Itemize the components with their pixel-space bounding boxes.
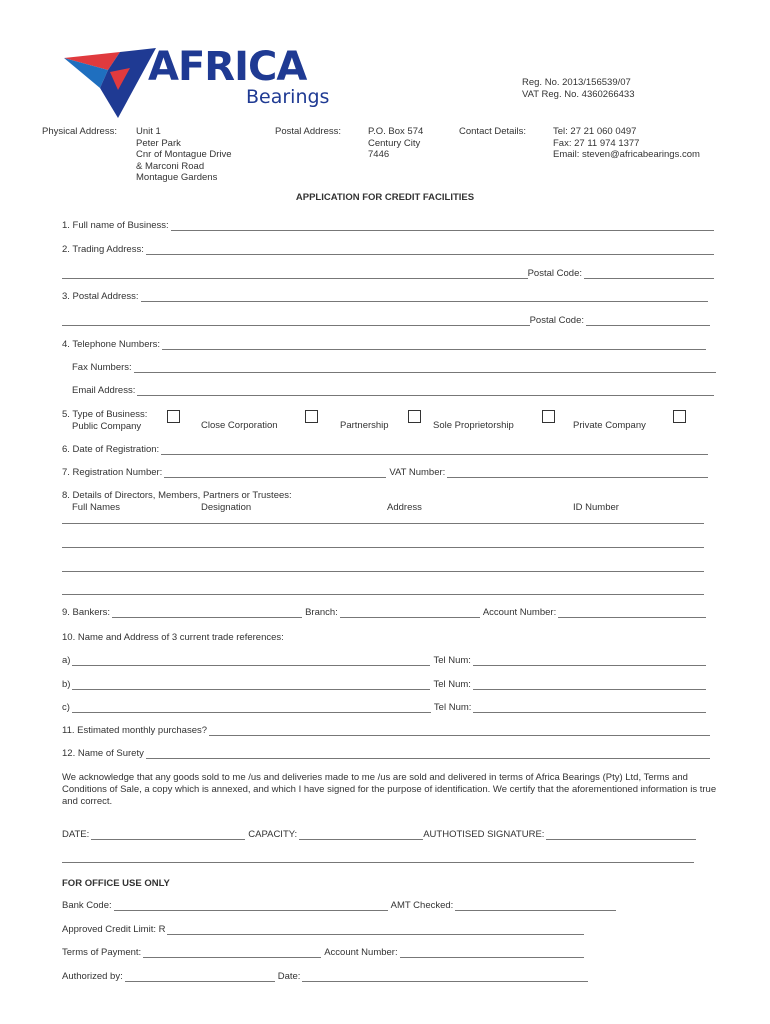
terms-field[interactable] (143, 949, 321, 958)
email-line: Email: steven@africabearings.com (553, 149, 700, 160)
reference-c-tel-field[interactable] (473, 704, 706, 713)
field-label: 5. Type of Business: (62, 409, 148, 420)
registration-number-field[interactable] (164, 469, 386, 478)
checkbox-public-company[interactable] (167, 410, 180, 423)
reference-c-field[interactable] (72, 704, 431, 713)
physical-address (136, 126, 232, 184)
field-label: Tel Num: (433, 655, 471, 666)
field-label: 9. Bankers: (62, 607, 111, 618)
checkbox-sole-proprietorship[interactable] (542, 410, 555, 423)
account-number-field[interactable] (558, 609, 706, 618)
trading-postal-code-field[interactable] (584, 270, 714, 279)
checkbox-private-company[interactable] (673, 410, 686, 423)
bankers-field[interactable] (112, 609, 302, 618)
field-label: Account Number: (482, 607, 557, 618)
office-use-heading: FOR OFFICE USE ONLY (62, 878, 170, 889)
field-label: AUTHOTISED SIGNATURE: (423, 829, 545, 840)
col-address: Address (387, 502, 422, 513)
business-name-field[interactable] (171, 222, 714, 231)
field-label: Branch: (305, 607, 338, 618)
type-public-company: Public Company (72, 421, 142, 432)
reference-row-c (62, 703, 706, 713)
reference-row-b (62, 680, 706, 690)
checkbox-partnership[interactable] (408, 410, 421, 423)
signature-row (62, 830, 696, 840)
director-line-1[interactable] (62, 523, 704, 524)
logo-wordmark: AFRICA (148, 44, 307, 90)
field-label: 6. Date of Registration: (62, 444, 160, 455)
field-label: Bank Code: (62, 900, 112, 911)
trading-address-field-2[interactable] (62, 270, 528, 279)
amt-checked-field[interactable] (455, 902, 616, 911)
trading-address-row-2 (62, 269, 714, 279)
vat-reg-number: VAT Reg. No. 4360266433 (522, 89, 635, 100)
postal-address-field[interactable] (141, 293, 708, 302)
vat-number-field[interactable] (447, 469, 708, 478)
field-label: Terms of Payment: (62, 947, 142, 958)
field-label: 12. Name of Surety (62, 748, 144, 759)
ref-label: b) (62, 679, 71, 690)
director-line-2[interactable] (62, 547, 704, 548)
reference-b-tel-field[interactable] (473, 681, 706, 690)
office-account-field[interactable] (400, 949, 584, 958)
email-row (72, 386, 714, 396)
reference-a-tel-field[interactable] (473, 657, 706, 666)
registration-date-field[interactable] (161, 446, 708, 455)
logo-subtitle: Bearings (246, 86, 330, 108)
col-full-names: Full Names (72, 502, 121, 513)
bank-code-row (62, 901, 616, 911)
terms-row (62, 948, 584, 958)
registration-info (522, 77, 635, 101)
field-label: Tel Num: (433, 679, 471, 690)
form-title: APPLICATION FOR CREDIT FACILITIES (295, 192, 475, 203)
address-line: Unit 1 (136, 126, 161, 137)
field-label: Approved Credit Limit: R (62, 924, 166, 935)
trading-address-row (62, 245, 714, 255)
type-partnership: Partnership (340, 420, 389, 431)
col-id-number: ID Number (573, 502, 619, 513)
address-line: Montague Gardens (136, 172, 218, 183)
reg-number: Reg. No. 2013/156539/07 (522, 77, 631, 88)
trading-address-field[interactable] (146, 246, 714, 255)
field-label: CAPACITY: (248, 829, 298, 840)
field-label: DATE: (62, 829, 90, 840)
field-label: 2. Trading Address: (62, 244, 144, 255)
postal-address-field-2[interactable] (62, 317, 530, 326)
checkbox-close-corporation[interactable] (305, 410, 318, 423)
field-label: Tel Num: (433, 702, 472, 713)
address-line: Cnr of Montague Drive (136, 149, 232, 160)
credit-limit-row (62, 925, 584, 935)
authorized-row (62, 972, 588, 982)
physical-address-label: Physical Address: (42, 126, 117, 137)
address-line: P.O. Box 574 (368, 126, 424, 137)
directors-label: 8. Details of Directors, Members, Partners or Trustees: (62, 490, 292, 501)
contact-details (553, 126, 700, 161)
registration-date-row (62, 445, 708, 455)
reference-row-a (62, 656, 706, 666)
authorized-field[interactable] (125, 973, 275, 982)
monthly-purchases-row (62, 726, 710, 736)
director-line-3[interactable] (62, 571, 704, 572)
monthly-purchases-field[interactable] (209, 727, 710, 736)
contact-details-label: Contact Details: (459, 126, 527, 137)
field-label: 7. Registration Number: (62, 467, 163, 478)
tel-line: Tel: 27 21 060 0497 (553, 126, 637, 137)
reference-a-field[interactable] (72, 657, 430, 666)
signature-field[interactable] (546, 831, 696, 840)
field-label: 4. Telephone Numbers: (62, 339, 161, 350)
address-line: 7446 (368, 149, 390, 160)
bankers-row (62, 608, 706, 618)
col-designation: Designation (201, 502, 252, 513)
field-label: AMT Checked: (390, 900, 454, 911)
fax-line: Fax: 27 11 974 1377 (553, 137, 640, 149)
office-date-field[interactable] (302, 973, 588, 982)
fax-field[interactable] (134, 364, 716, 373)
divider-line (62, 862, 694, 863)
field-label: 11. Estimated monthly purchases? (62, 725, 208, 736)
postal-code-field[interactable] (586, 317, 710, 326)
field-label: Email Address: (72, 385, 136, 396)
registration-number-row (62, 468, 708, 478)
business-type-label (62, 409, 147, 433)
postal-address (368, 126, 423, 161)
field-label: Postal Code: (527, 268, 582, 279)
acknowledgement-text: We acknowledge that any goods sold to me /us and deliveries made to me /us are sold and delivered in terms of Africa Bearings (Pty) Ltd, Terms and Conditions of Sale, a copy which is annexed, and which I have signed for the purpose of identification. We certify that the aforementioned information is true and correct. (62, 772, 717, 807)
surety-field[interactable] (146, 750, 710, 759)
address-line: & Marconi Road (136, 160, 205, 172)
credit-limit-field[interactable] (167, 926, 584, 935)
capacity-field[interactable] (299, 831, 423, 840)
field-label: Fax Numbers: (72, 362, 132, 373)
bank-code-field[interactable] (114, 902, 388, 911)
branch-field[interactable] (340, 609, 480, 618)
address-line: Century City (368, 137, 421, 149)
ref-label: a) (62, 655, 71, 666)
field-label: Account Number: (324, 947, 398, 958)
email-field[interactable] (137, 387, 714, 396)
date-field[interactable] (91, 831, 245, 840)
fax-row (72, 363, 716, 373)
director-line-4[interactable] (62, 594, 704, 595)
business-name-row (62, 221, 714, 231)
field-label: VAT Number: (389, 467, 446, 478)
field-label: Authorized by: (62, 971, 123, 982)
postal-address-row (62, 292, 708, 302)
reference-b-field[interactable] (72, 681, 430, 690)
postal-address-label: Postal Address: (275, 126, 342, 137)
address-line: Peter Park (136, 137, 181, 149)
field-label: 1. Full name of Business: (62, 220, 169, 231)
field-label: Date: (277, 971, 301, 982)
field-label: Postal Code: (529, 315, 584, 326)
ref-label: c) (62, 702, 70, 713)
type-sole-proprietorship: Sole Proprietorship (433, 420, 514, 431)
telephone-row (62, 340, 706, 350)
surety-row (62, 749, 710, 759)
postal-address-row-2 (62, 316, 710, 326)
type-private-company: Private Company (573, 420, 646, 431)
telephone-field[interactable] (162, 341, 706, 350)
type-close-corporation: Close Corporation (201, 420, 278, 431)
trade-references-label: 10. Name and Address of 3 current trade references: (62, 632, 284, 643)
field-label: 3. Postal Address: (62, 291, 139, 302)
